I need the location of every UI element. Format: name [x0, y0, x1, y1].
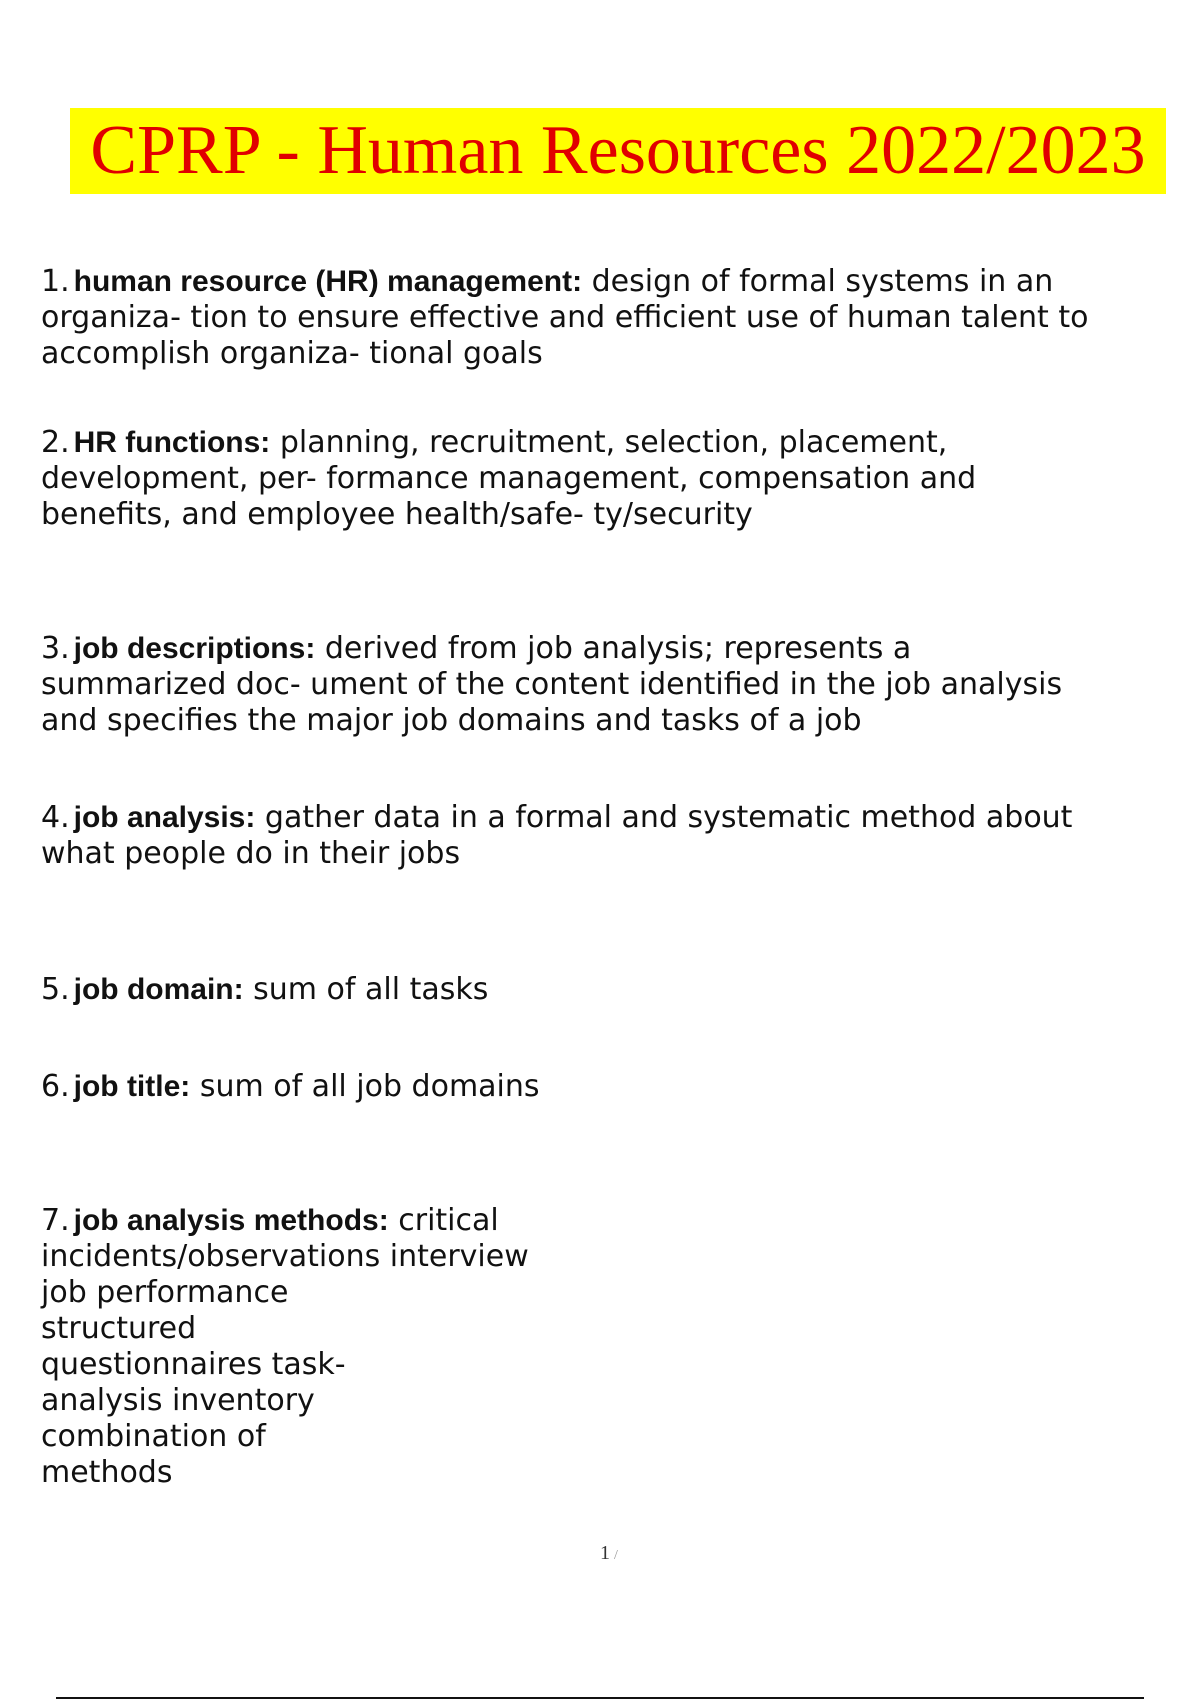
entry-definition-line: organiza- tion to ensure effective and efficient use of human talent to	[41, 300, 1089, 335]
entry-1-line-1	[41, 264, 1192, 300]
entry-3	[41, 631, 1062, 739]
entry-number: 6.	[41, 1069, 70, 1104]
entry-definition-line: design of formal systems in an	[591, 264, 1054, 299]
entry-number: 2.	[41, 425, 70, 460]
entry-definition-line: incidents/observations interview	[41, 1239, 529, 1274]
entry-definition-line: combination of	[41, 1419, 266, 1454]
document-title: CPRP - Human Resources 2022/2023	[90, 112, 1146, 189]
entry-definition-line: summarized doc- ument of the content identified in the job analysis	[41, 667, 1063, 702]
entry-term: job title:	[73, 1070, 191, 1103]
entry-3-line-1	[41, 631, 1062, 667]
page-bottom-divider	[56, 1697, 1144, 1699]
entry-5-line-1	[41, 972, 488, 1008]
entry-definition-line: what people do in their jobs	[41, 836, 461, 871]
entry-number: 5.	[41, 972, 70, 1007]
entry-6	[41, 1069, 540, 1105]
entry-definition-line: and specifies the major job domains and tasks of a job	[41, 703, 862, 738]
entry-2	[41, 425, 976, 533]
entry-term: human resource (HR) management:	[73, 265, 583, 298]
entry-term: job analysis methods:	[73, 1204, 389, 1237]
entry-definition-line: planning, recruitment, selection, placement,	[279, 425, 948, 460]
entry-definition-line: benefits, and employee health/safe- ty/security	[41, 497, 753, 532]
entry-definition-line: methods	[41, 1455, 173, 1490]
entry-definition-line: structured	[41, 1311, 197, 1346]
entry-2-line-1	[41, 425, 976, 461]
entry-definition-line: analysis inventory	[41, 1383, 315, 1418]
entry-5	[41, 972, 488, 1008]
entry-definition-line: critical	[398, 1203, 499, 1238]
entry-7-line-1	[41, 1203, 529, 1239]
entry-definition-line: sum of all tasks	[253, 972, 489, 1007]
entry-7	[41, 1203, 529, 1491]
entry-term: HR functions:	[73, 426, 271, 459]
entry-definition-line: job performance	[41, 1275, 289, 1310]
entry-term: job descriptions:	[73, 632, 316, 665]
entry-number: 4.	[41, 800, 70, 835]
entry-term: job analysis:	[73, 801, 256, 834]
entry-definition-line: derived from job analysis; represents a	[324, 631, 912, 666]
entry-4	[41, 800, 1072, 872]
entry-definition-line: development, per- formance management, compensation and	[41, 461, 977, 496]
entry-term: job domain:	[73, 973, 244, 1006]
entry-number: 7.	[41, 1203, 70, 1238]
page-number	[600, 1542, 619, 1565]
page-number-value: 1	[600, 1542, 611, 1564]
entry-number: 3.	[41, 631, 70, 666]
entry-definition-line: accomplish organiza- tional goals	[41, 336, 543, 371]
entry-definition-line: gather data in a formal and systematic method about	[264, 800, 1073, 835]
title-highlight	[70, 108, 1166, 194]
entry-4-line-1	[41, 800, 1072, 836]
page-number-suffix: /	[614, 1548, 619, 1563]
entry-definition-line: questionnaires task-	[41, 1347, 346, 1382]
entry-number: 1.	[41, 264, 70, 299]
entry-definition-line: sum of all job domains	[199, 1069, 540, 1104]
entry-6-line-1	[41, 1069, 540, 1105]
entry-1	[41, 264, 1192, 372]
